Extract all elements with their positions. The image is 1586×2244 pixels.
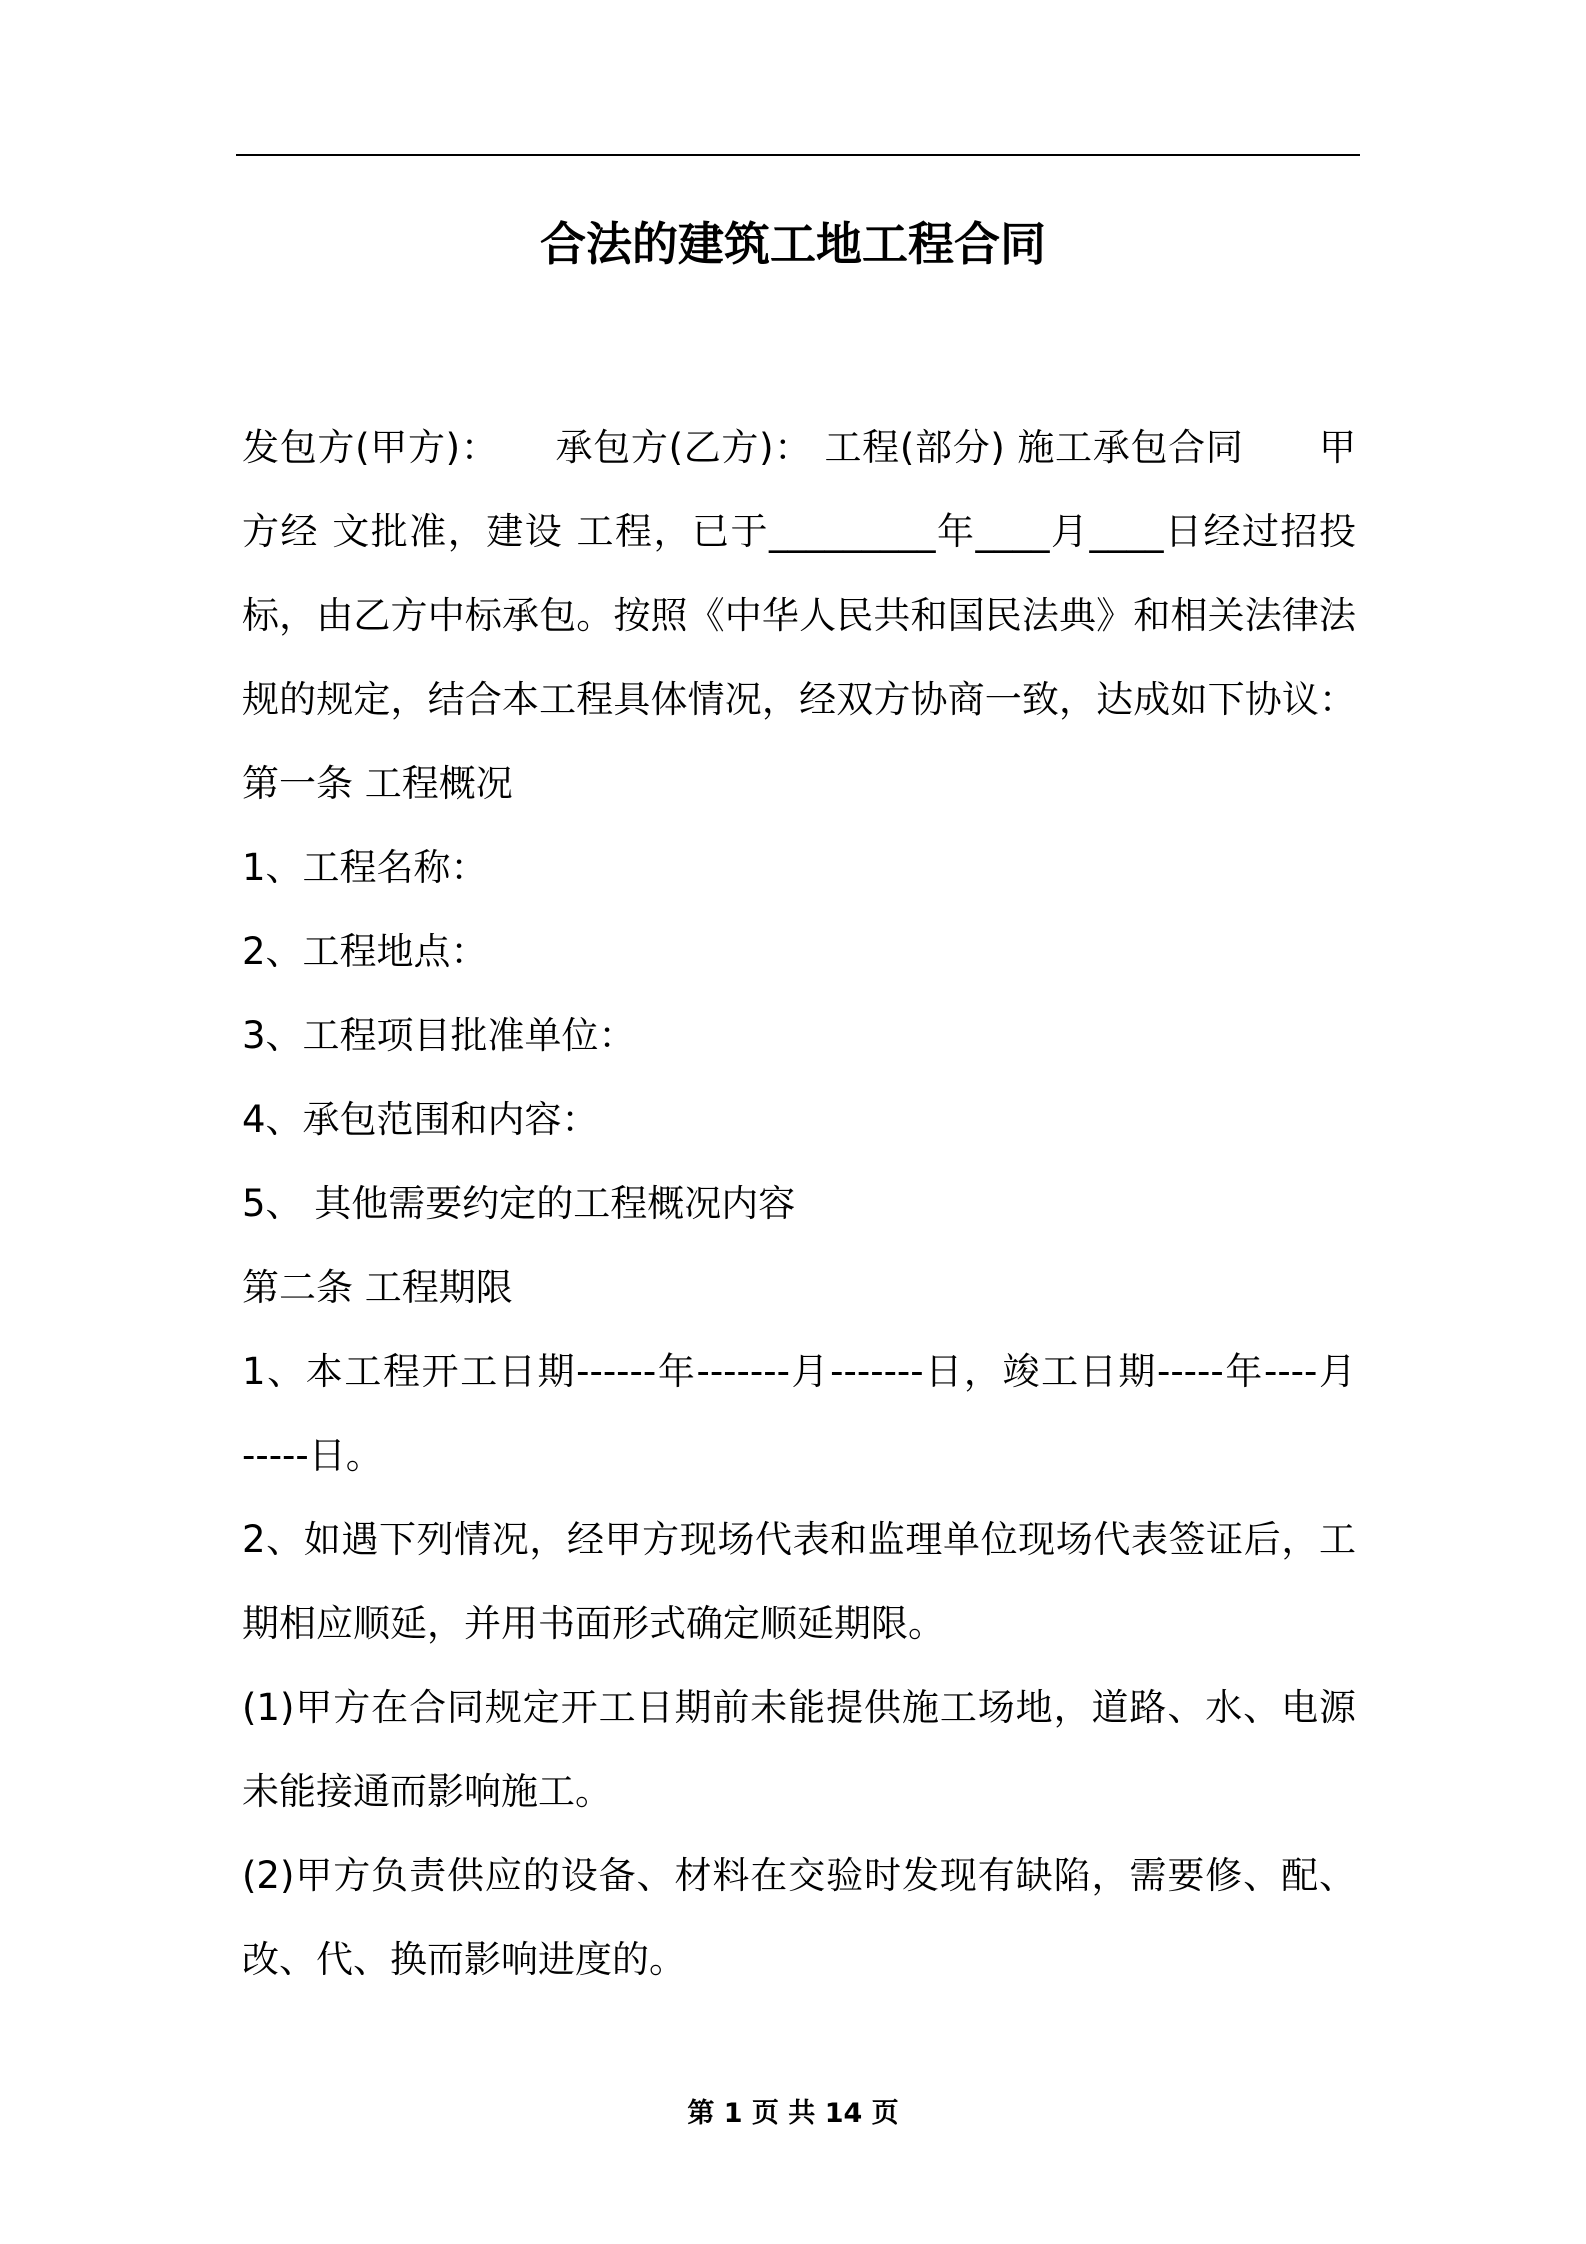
text-line: -----日。	[242, 1434, 383, 1477]
contract-body	[242, 406, 1356, 2002]
list-item: 2、工程地点：	[242, 930, 488, 973]
text-line: 2、如遇下列情况，经甲方现场代表和监理单位现场代表签证后，工	[242, 1518, 1356, 1561]
text-line: 未能接通而影响施工。	[242, 1770, 612, 1813]
text-line: 标，由乙方中标承包。按照《中华人民共和国民法典》和相关法律法	[242, 594, 1356, 637]
text-line: 方经 文批准，建设 工程，已于_________年____月____日经过招投	[242, 510, 1356, 553]
page-number: 第 1 页 共 14 页	[687, 2098, 899, 2129]
list-item: 3、工程项目批准单位：	[242, 1014, 636, 1057]
text-line: 改、代、换而影响进度的。	[242, 1938, 686, 1981]
section-heading: 第一条 工程概况	[242, 762, 513, 805]
text-line: 规的规定，结合本工程具体情况，经双方协商一致，达成如下协议：	[242, 678, 1356, 721]
text-line: (2)甲方负责供应的设备、材料在交验时发现有缺陷，需要修、配、	[242, 1854, 1356, 1897]
document-title: 合法的建筑工地工程合同	[540, 217, 1046, 271]
list-item: 5、 其他需要约定的工程概况内容	[242, 1182, 796, 1225]
list-item: 4、承包范围和内容：	[242, 1098, 599, 1141]
list-item: 1、工程名称：	[242, 846, 488, 889]
text-line: 发包方(甲方)： 承包方(乙方)： 工程(部分) 施工承包合同 甲	[242, 426, 1356, 469]
text-line: 1、本工程开工日期------年-------月-------日，竣工日期-----年----月	[242, 1350, 1356, 1393]
text-line: 期相应顺延，并用书面形式确定顺延期限。	[242, 1602, 945, 1645]
header-rule	[236, 154, 1360, 156]
section-heading: 第二条 工程期限	[242, 1266, 513, 1309]
text-line: (1)甲方在合同规定开工日期前未能提供施工场地，道路、水、电源	[242, 1686, 1356, 1729]
